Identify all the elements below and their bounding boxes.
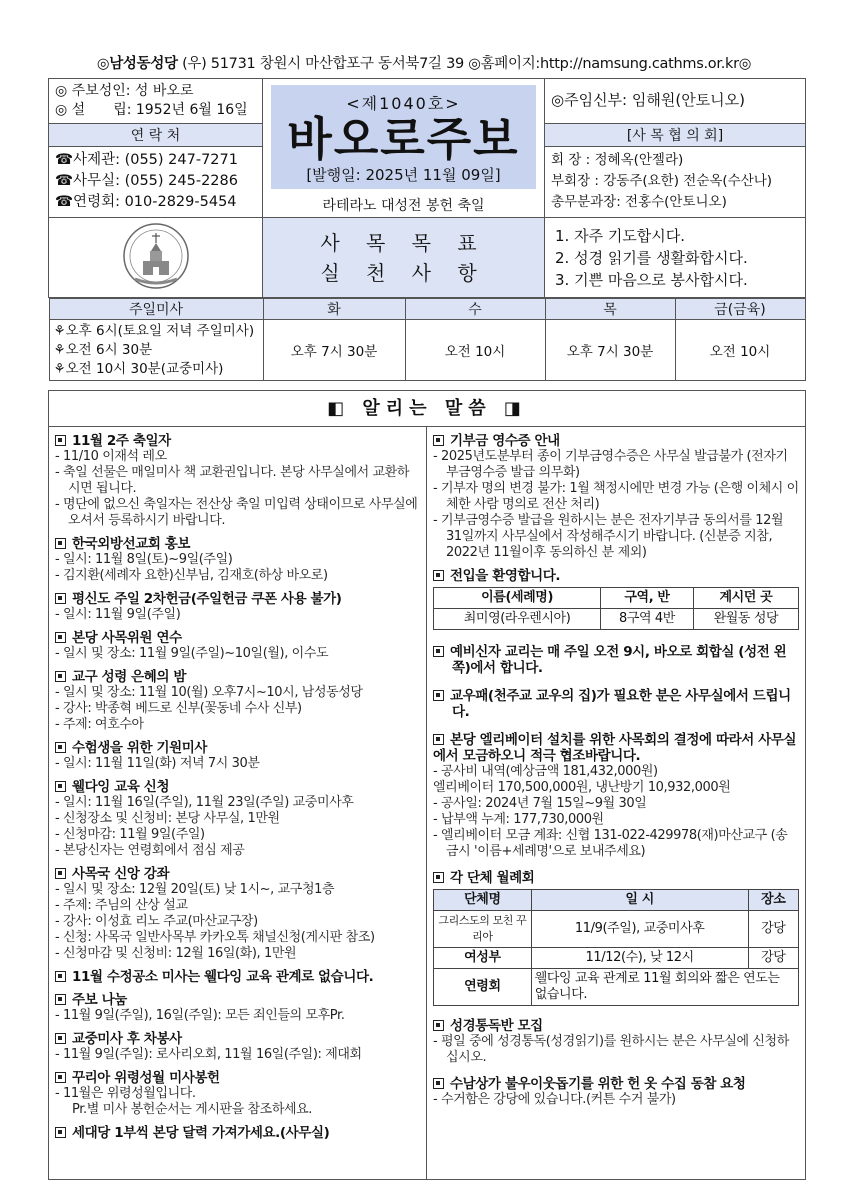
section-title [55,1125,420,1141]
table-header: 장소 [748,890,798,911]
announcement-item: - 명단에 없으신 축일자는 전산상 축일 미입력 상태이므로 사무실에 오셔서 등록하시기 바랍니다. [55,497,418,528]
table-cell: 11/9(주일), 교중미사후 [531,911,748,948]
bullet-square-icon [55,1033,66,1044]
section-title-text: 평신도 주일 2차헌금(주일헌금 쿠폰 사용 불가) [72,591,342,607]
goals-title-line1: 사 목 목 표 [320,230,487,255]
table-cell: 11/12(수), 낮 12시 [531,948,748,969]
announcement-section [55,1125,420,1141]
announcement-section [433,732,799,860]
announcement-item: - 본당신자는 연령회에서 점심 제공 [55,843,245,858]
section-title-text: 11월 2주 축일자 [72,433,171,449]
bullet-square-icon [55,781,66,792]
announcement-section [55,969,420,985]
table-header: 계시던 곳 [693,588,798,609]
announcement-item: - 주제: 주님의 산상 설교 [55,898,188,913]
announcement-section [55,630,420,662]
sunday-mass-2: ⚘오전 6시 30분 [53,341,153,358]
announcements-box [48,390,806,1180]
publish-date: [발행일: 2025년 11월 09일] [306,166,501,184]
header-address-line [0,52,848,73]
bulletin-header-table [48,78,806,381]
phone-rectory: ☎사제관: (055) 247-7271 [55,152,238,169]
bullet-square-icon [433,570,444,581]
announcement-item: - 일시: 11월 16일(주일), 11월 23일(주일) 교중미사후 [55,795,354,810]
section-title-text: 전입을 환영합니다. [450,568,561,584]
announcement-section [433,870,799,1006]
announcement-item: - 수거함은 강당에 있습니다.(커튼 수거 불가) [433,1092,676,1107]
contact-title: 연 락 처 [49,123,263,146]
announcement-item: - 일시: 11월 8일(토)~9일(주일) [55,552,233,567]
tue-mass-time: 오후 7시 30분 [263,320,405,381]
bullet-square-icon [55,538,66,549]
announcement-item: - 신청: 사목국 일반사목부 카카오톡 채널신청(게시판 참조) [55,930,375,945]
announcement-section [55,536,420,584]
announcement-item: - 기부금영수증 발급을 원하시는 분은 전자기부금 동의서를 12월 31일까지 사무실에서 작성해주시기 바랍니다. (신분증 지참, 2022년 11월이후 동의하신 분 제외) [433,513,784,560]
pastoral-goals-title [263,218,545,298]
announcement-item: - 엘리베이터 모금 계좌: 신협 131-022-429978(재)마산교구 (송금시 '이름+세례명'으로 보내주세요) [433,828,788,859]
table-cell: 웰다잉 교육 관계로 11월 회의와 짧은 연도는 없습니다. [531,969,798,1006]
wed-mass-time: 오전 10시 [405,320,545,381]
table-header: 일 시 [531,890,748,911]
bullet-square-icon [433,435,444,446]
info-table [433,889,799,1006]
council-secretary: 총무분과장: 전홍수(안토니오) [551,194,727,211]
mass-header-thu: 목 [545,299,675,320]
half-square-icon: ◨ [491,398,527,419]
fri-mass-time: 오전 10시 [675,320,805,381]
bullet-square-icon [433,872,444,883]
announcement-item: - 평일 중에 성경통독(성경읽기)를 원하시는 분은 사무실에 신청하십시오. [433,1034,789,1065]
announcement-item: 엘리베이터 170,500,000원, 냉난방기 10,932,000원 [433,780,731,795]
announcement-section [433,1018,799,1066]
section-title-text: 수남상가 불우이웃돕기를 위한 헌 옷 수집 동참 요청 [450,1076,746,1092]
section-title [55,969,420,985]
section-title [433,644,799,676]
announcement-section [55,669,420,733]
announcement-item: - 2025년도분부터 종이 기부금영수증은 사무실 발급불가 (전자기부금영수증 발급 의무화) [433,449,788,480]
sunday-mass-times [49,320,263,381]
founding-date: ◎ 설 립: 1952년 6월 16일 [55,101,248,118]
section-title-text: 꾸리아 위령성월 미사봉헌 [72,1070,220,1086]
table-row [434,969,799,1006]
pastoral-goals [545,218,806,298]
section-title-text: 교우패(천주교 교우의 집)가 필요한 분은 사무실에서 드립니다. [450,688,791,720]
announcement-item: - 기부자 명의 변경 불가: 1월 책정시에만 변경 가능 (은행 이체시 이체한 사람 명의로 전산 처리) [433,481,799,512]
mass-header-fri: 금(금육) [675,299,805,320]
table-cell: 강당 [748,948,798,969]
section-title [55,866,420,882]
bullet-square-icon [433,690,444,701]
announcement-item: - 일시 및 장소: 11월 9일(주일)~10일(월), 이수도 [55,646,329,661]
table-cell: 그리스도의 모친 꾸리아 [434,911,532,948]
bullet-square-icon [55,671,66,682]
bullet-square-icon [55,868,66,879]
church-info [49,79,263,124]
announcement-item: - 일시: 11월 9일(주일) [55,607,181,622]
table-row [434,948,799,969]
announcement-item: - 축일 선물은 매일미사 책 교환권입니다. 본당 사무실에서 교환하시면 됩니다. [55,465,409,496]
title-box [271,85,536,189]
announcement-item: - 주제: 여호수아 [55,717,144,732]
contact-phones [49,146,263,217]
announcement-section [433,568,799,630]
section-title [55,669,420,685]
announcement-section [55,779,420,859]
section-title [55,433,420,449]
section-title [433,568,799,584]
announcements-left-column [49,427,427,1179]
table-row [434,609,799,630]
section-title [55,591,420,607]
announcement-item: - 11월 9일(주일), 16일(주일): 모든 죄인들의 모후Pr. [55,1008,345,1023]
section-title-text: 수험생을 위한 기원미사 [72,740,208,756]
announcement-section [433,1076,799,1108]
section-title-text: 11월 수정공소 미사는 웰다잉 교육 관계로 없습니다. [72,969,374,985]
section-title-text: 주보 나눔 [72,992,127,1008]
sunday-mass-3: ⚘오전 10시 30분(교중미사) [53,360,224,377]
council-title: [사 목 협 의 회] [545,123,806,146]
patron-saint: ◎ 주보성인: 성 바오로 [55,82,194,99]
announcement-item: - 일시: 11월 11일(화) 저녁 7시 30분 [55,756,260,771]
announcements-title [49,391,805,427]
bullet-square-icon [55,742,66,753]
announcement-section [433,688,799,720]
announcement-item: - 11월은 위령성월입니다. [55,1086,196,1101]
section-title-text: 기부금 영수증 안내 [450,433,560,449]
half-square-icon: ◧ [327,398,363,419]
bullet-square-icon [55,435,66,446]
section-title-text: 교구 성령 은혜의 밤 [72,669,187,685]
section-title-text: 세대당 1부씩 본당 달력 가져가세요.(사무실) [72,1125,330,1141]
bullet-square-icon [55,994,66,1005]
section-title-text: 성경통독반 모집 [450,1018,543,1034]
section-title-text: 웰다잉 교육 신청 [72,779,170,795]
announcement-item: - 강사: 이성효 리노 주교(마산교구장) [55,914,258,929]
section-title-text: 예비신자 교리는 매 주일 오전 9시, 바오로 회합실 (성전 왼쪽)에서 합니다. [450,644,787,676]
announcement-item: - 11월 9일(주일): 로사리오회, 11월 16일(주일): 제대회 [55,1047,362,1062]
announcement-item: - 신청마감: 11월 9일(주일) [55,827,205,842]
table-cell: 연령회 [434,969,532,1006]
section-title [55,779,420,795]
section-title [55,1031,420,1047]
section-title [433,732,799,764]
bullet-square-icon [433,646,444,657]
council-president: 회 장 : 정혜옥(안젤라) [551,152,684,169]
announcement-item: - 공사비 내역(예상금액 181,432,000원) [433,764,658,779]
announcement-item: - 김지환(세례자 요한)신부님, 김재호(하상 바오로) [55,568,328,583]
bullet-square-icon [55,632,66,643]
goal-1: 1. 자주 기도합시다. [555,226,686,245]
goal-2: 2. 성경 읽기를 생활화합시다. [555,248,748,267]
table-cell: 최미영(라우렌시아) [434,609,601,630]
announcement-section [55,866,420,962]
bullet-square-icon [55,1072,66,1083]
section-title [55,1070,420,1086]
section-title [433,433,799,449]
table-cell: 여성부 [434,948,532,969]
council-vice: 부회장 : 강동주(요한) 전순옥(수산나) [551,173,773,190]
section-title [55,630,420,646]
bullet-square-icon [55,593,66,604]
church-logo [49,218,263,298]
bullet-square-icon [433,734,444,745]
phone-office: ☎사무실: (055) 245-2286 [55,173,238,190]
announcement-section [433,644,799,676]
council-members [545,146,806,217]
section-title-text: 교중미사 후 차봉사 [72,1031,182,1047]
announcement-section [55,433,420,529]
address-homepage: (우) 51731 창원시 마산합포구 동서북7길 39 ◎홈페이지:http://namsung.cathms.or.kr◎ [177,56,752,72]
announcement-section [55,740,420,772]
mass-header-wed: 수 [405,299,545,320]
announcement-section [55,1031,420,1063]
section-title [55,536,420,552]
announcement-item: Pr.별 미사 봉헌순서는 게시판을 참조하세요. [72,1102,313,1117]
table-cell: 완월동 성당 [693,609,798,630]
church-seal-icon [121,221,191,291]
announcement-section [433,433,799,561]
section-title-text: 사목국 신앙 강좌 [72,866,170,882]
announcement-item: - 11/10 이재석 레오 [55,449,167,464]
section-title-text: 본당 엘리베이터 설치를 위한 사목회의 결정에 따라서 사무실에서 모금하오니 적극 협조바랍니다. [433,732,797,764]
table-row [434,911,799,948]
pastor: ◎주임신부: 임해원(안토니오) [545,79,806,124]
announcement-section [55,591,420,623]
section-title [433,870,799,886]
section-title-text: 각 단체 월례회 [450,870,535,886]
section-title-text: 한국외방선교회 홍보 [72,536,191,552]
announcement-item: - 신청장소 및 신청비: 본당 사무실, 1만원 [55,811,280,826]
mass-schedule-table [49,298,806,381]
mass-header-sunday: 주일미사 [49,299,263,320]
announcement-section [55,992,420,1024]
section-title [433,1076,799,1092]
announcements-title-text: 알리는 말씀 [362,398,492,419]
goals-title-line2: 실 천 사 항 [320,260,487,285]
sunday-mass-1: ⚘오후 6시(토요일 저녁 주일미사) [53,322,255,339]
issue-number: <제1040호> [346,94,461,113]
announcement-item: - 강사: 박종혁 베드로 신부(꽃동네 수사 신부) [55,701,302,716]
feast-name: 라테라노 대성전 봉헌 축일 [322,198,485,214]
bullet-square-icon [433,1020,444,1031]
section-title-text: 본당 사목위원 연수 [72,630,182,646]
info-table [433,587,799,630]
bullet-square-icon [55,1127,66,1138]
announcement-item: - 납부액 누계: 177,730,000원 [433,812,604,827]
table-header: 이름(세례명) [434,588,601,609]
bullet-square-icon [433,1078,444,1089]
table-header: 단체명 [434,890,532,911]
table-cell: 강당 [748,911,798,948]
church-name: ◎남성동성당 [96,56,178,72]
announcements-right-column [427,427,805,1179]
phone-funeral-society: ☎연령회: 010-2829-5454 [55,194,237,211]
announcement-item: - 일시 및 장소: 12월 20일(토) 낮 1시~, 교구청1층 [55,882,335,897]
announcement-section [55,1070,420,1118]
bulletin-title: 바오로주보 [287,112,520,166]
table-header: 구역, 반 [601,588,694,609]
table-cell: 8구역 4반 [601,609,694,630]
goal-3: 3. 기쁜 마음으로 봉사합시다. [555,270,748,289]
mass-header-tue: 화 [263,299,405,320]
section-title [55,740,420,756]
bullet-square-icon [55,971,66,982]
bulletin-title-cell [263,79,545,218]
announcement-item: - 신청마감 및 신청비: 12월 16일(화), 1만원 [55,946,297,961]
announcement-item: - 일시 및 장소: 11월 10(월) 오후7시~10시, 남성동성당 [55,685,363,700]
section-title [55,992,420,1008]
announcement-item: - 공사일: 2024년 7월 15일~9월 30일 [433,796,647,811]
section-title [433,688,799,720]
section-title [433,1018,799,1034]
thu-mass-time: 오후 7시 30분 [545,320,675,381]
